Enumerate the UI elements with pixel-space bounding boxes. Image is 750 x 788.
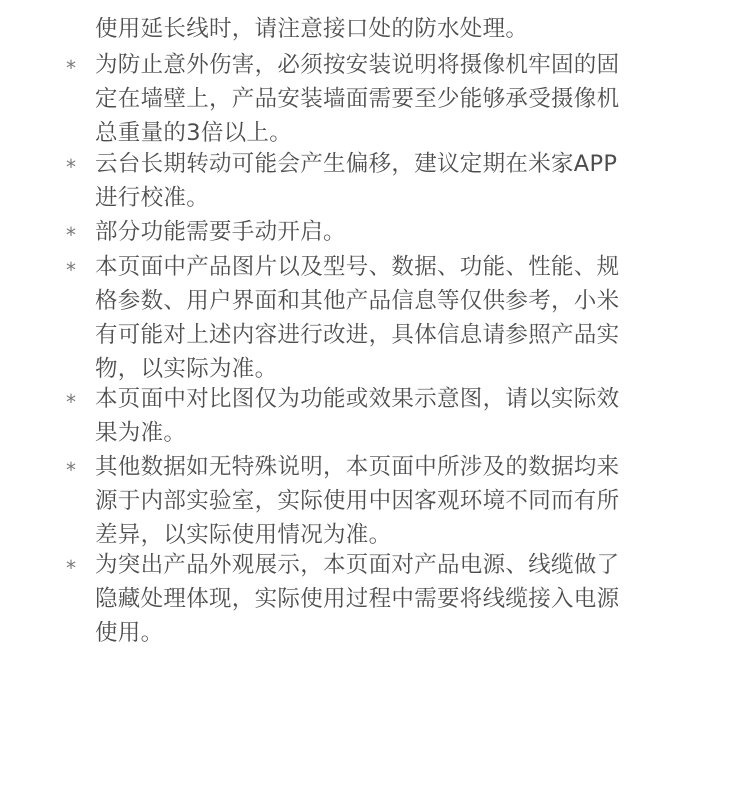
note-line: 进行校准。 bbox=[95, 185, 210, 211]
bullet-asterisk: * bbox=[66, 223, 76, 247]
note-line: 使用。 bbox=[95, 620, 164, 646]
bullet-asterisk: * bbox=[66, 458, 76, 482]
note-line: 差异，以实际使用情况为准。 bbox=[95, 522, 392, 548]
bullet-asterisk: * bbox=[66, 258, 76, 282]
note-line: 为突出产品外观展示，本页面对产品电源、线缆做了 bbox=[95, 552, 620, 578]
note-line: 部分功能需要手动开启。 bbox=[95, 219, 346, 245]
note-line: 使用延长线时，请注意接口处的防水处理。 bbox=[95, 16, 529, 42]
bullet-asterisk: * bbox=[66, 556, 76, 580]
note-line: 云台长期转动可能会产生偏移，建议定期在米家APP bbox=[95, 151, 618, 177]
note-line: 源于内部实验室，实际使用中因客观环境不同而有所 bbox=[95, 488, 620, 514]
note-line: 定在墙壁上，产品安装墙面需要至少能够承受摄像机 bbox=[95, 86, 620, 112]
note-line: 物，以实际为准。 bbox=[95, 356, 278, 382]
note-line: 隐藏处理体现，实际使用过程中需要将线缆接入电源 bbox=[95, 586, 620, 612]
bullet-asterisk: * bbox=[66, 390, 76, 414]
bullet-asterisk: * bbox=[66, 56, 76, 80]
note-line: 其他数据如无特殊说明，本页面中所涉及的数据均来 bbox=[95, 454, 620, 480]
note-line: 格参数、用户界面和其他产品信息等仅供参考，小米 bbox=[95, 288, 620, 314]
note-line: 果为准。 bbox=[95, 420, 187, 446]
note-line: 有可能对上述内容进行改进，具体信息请参照产品实 bbox=[95, 322, 620, 348]
note-line: 为防止意外伤害，必须按安装说明将摄像机牢固的固 bbox=[95, 52, 620, 78]
note-line: 本页面中对比图仅为功能或效果示意图，请以实际效 bbox=[95, 386, 620, 412]
note-line: 本页面中产品图片以及型号、数据、功能、性能、规 bbox=[95, 254, 620, 280]
note-line: 总重量的3倍以上。 bbox=[95, 120, 293, 146]
bullet-asterisk: * bbox=[66, 155, 76, 179]
